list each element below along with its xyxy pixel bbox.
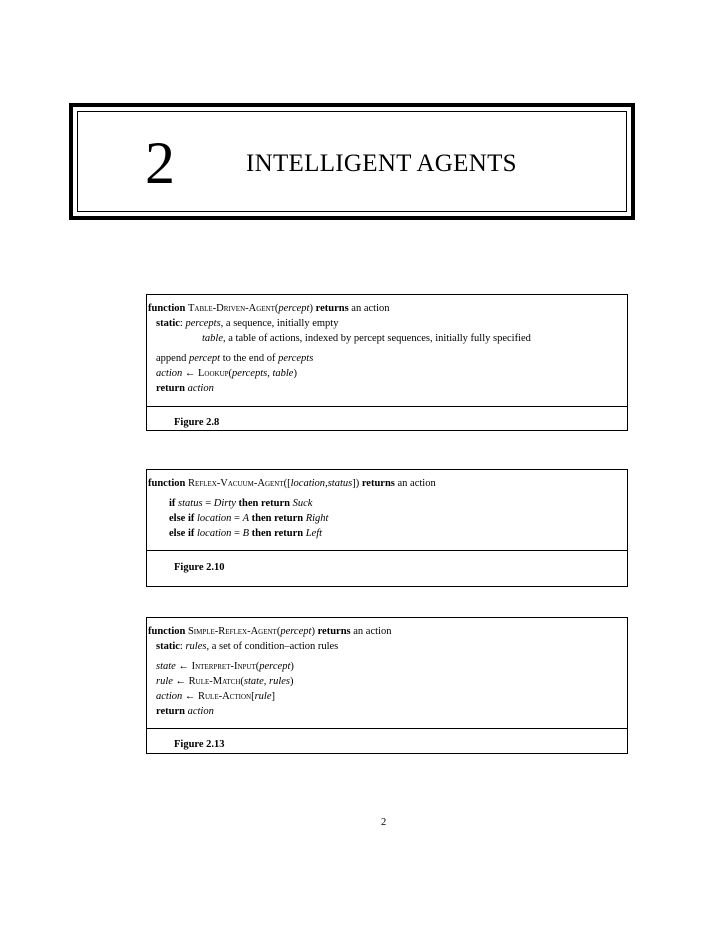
- plain-text: an action: [350, 626, 392, 637]
- plain-text: =: [202, 498, 214, 509]
- algo-line: [148, 478, 436, 489]
- variable-text: rules: [185, 641, 207, 652]
- keyword-text: else if: [169, 513, 195, 524]
- algorithm-box-simple-reflex-agent: [146, 617, 628, 754]
- plain-text: ): [290, 676, 294, 687]
- caption-divider: [147, 406, 627, 407]
- plain-text: (: [274, 303, 279, 314]
- plain-text: ,: [267, 368, 273, 379]
- variable-text: Right: [305, 513, 329, 524]
- algo-line: [156, 691, 275, 702]
- plain-text: , a set of condition–action rules: [206, 641, 339, 652]
- variable-text: percepts: [232, 368, 268, 379]
- algo-line: [169, 528, 322, 539]
- variable-text: percepts: [278, 353, 314, 364]
- variable-text: state: [243, 676, 264, 687]
- variable-text: Left: [305, 528, 323, 539]
- keyword-text: if: [169, 498, 176, 509]
- variable-text: status: [327, 478, 353, 489]
- keyword-text: then return: [251, 513, 304, 524]
- algorithm-box-table-driven-agent: [146, 294, 628, 431]
- plain-text: =: [231, 513, 243, 524]
- variable-text: percept: [259, 661, 291, 672]
- keyword-text: return: [156, 383, 185, 394]
- caption-divider: [147, 728, 627, 729]
- keyword-text: returns: [315, 303, 349, 314]
- plain-text: ,: [325, 478, 328, 489]
- variable-text: percepts: [185, 318, 221, 329]
- variable-text: rule: [156, 676, 173, 687]
- plain-text: an action: [348, 303, 390, 314]
- plain-text: , a table of actions, indexed by percept sequences, initially fully specified: [223, 333, 531, 344]
- function-name-text: Simple-Reflex-Agent: [187, 626, 277, 637]
- function-name-text: Interpret-Input: [191, 661, 256, 672]
- plain-text: append: [156, 353, 189, 364]
- variable-text: status: [178, 498, 203, 509]
- plain-text: :: [179, 318, 186, 329]
- keyword-text: function: [148, 478, 186, 489]
- algo-line: [156, 318, 338, 329]
- variable-text: action: [156, 691, 183, 702]
- algo-line: [148, 303, 390, 314]
- plain-text: =: [231, 528, 243, 539]
- function-name-text: Lookup: [198, 368, 229, 379]
- variable-text: percept: [278, 303, 310, 314]
- page-number: 2: [381, 817, 387, 828]
- plain-text: ]): [352, 478, 362, 489]
- algo-line: [156, 383, 214, 394]
- function-name-text: Reflex-Vacuum-Agent: [187, 478, 284, 489]
- keyword-text: returns: [361, 478, 395, 489]
- plain-text: (: [228, 368, 233, 379]
- algo-line: [156, 706, 214, 717]
- plain-text: ←: [182, 691, 198, 702]
- variable-text: percept: [188, 353, 221, 364]
- chapter-header-box: [69, 103, 635, 220]
- figure-caption: Figure 2.10: [174, 562, 225, 573]
- variable-text: percept: [280, 626, 312, 637]
- plain-text: ,: [263, 676, 269, 687]
- variable-text: A: [242, 513, 250, 524]
- plain-text: :: [179, 641, 186, 652]
- function-name-text: Rule-Match: [188, 676, 241, 687]
- plain-text: (: [255, 661, 260, 672]
- variable-text: state: [156, 661, 176, 672]
- keyword-text: static: [156, 641, 180, 652]
- figure-caption: Figure 2.13: [174, 739, 225, 750]
- variable-text: B: [242, 528, 250, 539]
- caption-divider: [147, 550, 627, 551]
- plain-text: [: [251, 691, 255, 702]
- variable-text: Dirty: [213, 498, 236, 509]
- plain-text: ]: [271, 691, 275, 702]
- keyword-text: function: [148, 626, 186, 637]
- keyword-text: then return: [251, 528, 304, 539]
- algo-line: [148, 626, 391, 637]
- keyword-text: return: [156, 706, 185, 717]
- algo-line: [156, 368, 297, 379]
- variable-text: rule: [254, 691, 272, 702]
- plain-text: ←: [182, 368, 198, 379]
- function-name-text: Table-Driven-Agent: [187, 303, 275, 314]
- plain-text: (: [276, 626, 281, 637]
- variable-text: action: [187, 383, 214, 394]
- plain-text: (: [240, 676, 244, 687]
- variable-text: location: [290, 478, 326, 489]
- plain-text: ): [293, 368, 297, 379]
- function-name-text: Rule-Action: [198, 691, 252, 702]
- algo-line: [156, 661, 294, 672]
- algo-line: [156, 676, 294, 687]
- plain-text: ([: [283, 478, 291, 489]
- algo-line: [169, 513, 328, 524]
- keyword-text: else if: [169, 528, 195, 539]
- keyword-text: returns: [317, 626, 351, 637]
- variable-text: table: [202, 333, 223, 344]
- plain-text: an action: [394, 478, 436, 489]
- plain-text: ): [309, 303, 316, 314]
- plain-text: ←: [175, 661, 192, 672]
- variable-text: rules: [269, 676, 290, 687]
- variable-text: location: [197, 513, 232, 524]
- keyword-text: static: [156, 318, 180, 329]
- variable-text: location: [197, 528, 232, 539]
- variable-text: action: [156, 368, 183, 379]
- figure-caption: Figure 2.8: [174, 417, 220, 428]
- keyword-text: then return: [238, 498, 290, 509]
- plain-text: to the end of: [220, 353, 279, 364]
- variable-text: table: [272, 368, 294, 379]
- chapter-title: INTELLIGENT AGENTS: [246, 150, 517, 177]
- plain-text: ): [290, 661, 294, 672]
- plain-text: ): [311, 626, 318, 637]
- chapter-number: 2: [145, 130, 175, 196]
- variable-text: Suck: [292, 498, 313, 509]
- plain-text: , a sequence, initially empty: [220, 318, 339, 329]
- algo-line: [169, 498, 312, 509]
- algo-line: [202, 333, 531, 344]
- variable-text: action: [187, 706, 214, 717]
- algo-line: [156, 353, 313, 364]
- plain-text: ←: [172, 676, 189, 687]
- algo-line: [156, 641, 338, 652]
- algorithm-box-reflex-vacuum-agent: [146, 469, 628, 587]
- keyword-text: function: [148, 303, 186, 314]
